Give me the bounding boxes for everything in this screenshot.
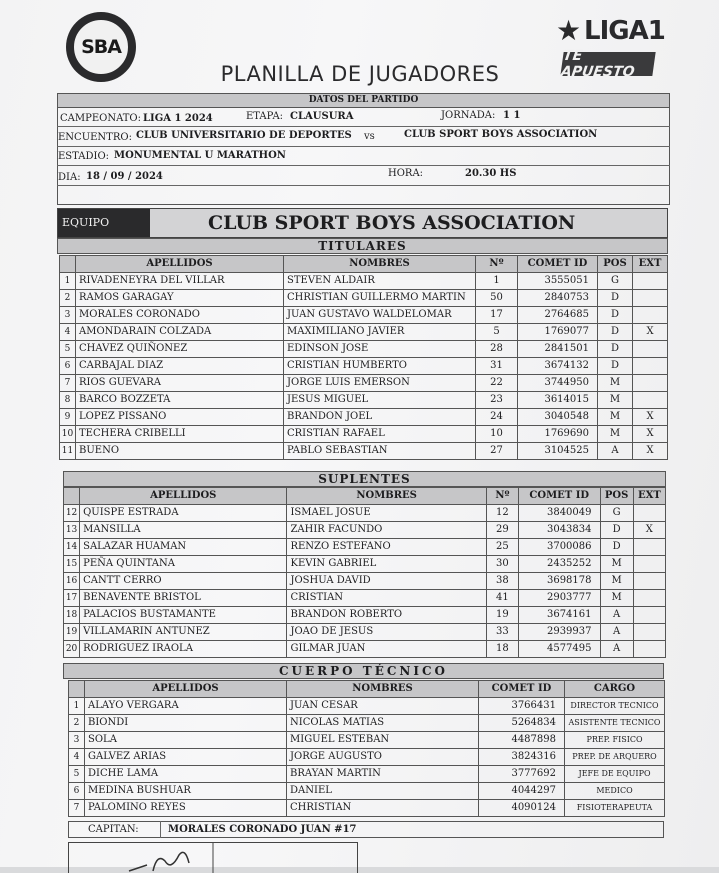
comet-id-cell: 3043834 bbox=[518, 522, 600, 539]
row-number: 12 bbox=[64, 505, 80, 522]
team-header-bar bbox=[57, 208, 668, 238]
table-row bbox=[64, 624, 666, 641]
jornada-label: JORNADA: bbox=[441, 110, 496, 121]
table-row bbox=[64, 522, 666, 539]
ext-cell bbox=[633, 341, 668, 358]
ext-cell bbox=[633, 573, 665, 590]
col-comet-id: COMET ID bbox=[518, 488, 600, 505]
cargo-cell: FISIOTERAPEUTA bbox=[565, 800, 665, 817]
apellidos-cell: GALVEZ ARIAS bbox=[85, 749, 287, 766]
pos-cell: D bbox=[600, 539, 633, 556]
apellidos-cell: TECHERA CRIBELLI bbox=[76, 426, 284, 443]
nombres-cell: ISMAEL JOSUE bbox=[287, 505, 486, 522]
campeonato-label: CAMPEONATO: bbox=[60, 113, 142, 124]
row-number: 10 bbox=[60, 426, 76, 443]
apellidos-cell: CARBAJAL DIAZ bbox=[76, 358, 284, 375]
signature-box bbox=[68, 842, 358, 873]
row-number: 7 bbox=[69, 800, 85, 817]
comet-id-cell: 2840753 bbox=[518, 290, 598, 307]
ext-cell bbox=[633, 539, 665, 556]
liga1-logo-word: LIGA1 bbox=[584, 16, 665, 46]
apellidos-cell: QUISPE ESTRADA bbox=[80, 505, 287, 522]
titulares-header: TITULARES bbox=[57, 238, 668, 254]
table-row bbox=[64, 641, 666, 658]
comet-id-cell: 4044297 bbox=[479, 783, 565, 800]
shirt-number-cell: 30 bbox=[486, 556, 518, 573]
nombres-cell: CHRISTIAN bbox=[287, 800, 479, 817]
table-row bbox=[64, 539, 666, 556]
pos-cell: M bbox=[600, 590, 633, 607]
shirt-number-cell: 27 bbox=[476, 443, 518, 460]
nombres-cell: BRANDON JOEL bbox=[284, 409, 476, 426]
match-data-box bbox=[57, 93, 670, 205]
shirt-number-cell: 19 bbox=[486, 607, 518, 624]
table-row bbox=[64, 607, 666, 624]
titulares-table bbox=[59, 255, 668, 460]
row-number: 16 bbox=[64, 573, 80, 590]
table-row bbox=[60, 375, 668, 392]
apellidos-cell: VILLAMARIN ANTUNEZ bbox=[80, 624, 287, 641]
shirt-number-cell: 29 bbox=[486, 522, 518, 539]
col-numero: Nº bbox=[486, 488, 518, 505]
ext-cell bbox=[633, 375, 668, 392]
comet-id-cell: 2435252 bbox=[518, 556, 600, 573]
apellidos-cell: BUENO bbox=[76, 443, 284, 460]
col-nombres: NOMBRES bbox=[284, 256, 476, 273]
apellidos-cell: RIVADENEYRA DEL VILLAR bbox=[76, 273, 284, 290]
ext-cell: X bbox=[633, 426, 668, 443]
apellidos-cell: BIONDI bbox=[85, 715, 287, 732]
table-row bbox=[69, 800, 665, 817]
apellidos-cell: CANTT CERRO bbox=[80, 573, 287, 590]
hora-label: HORA: bbox=[388, 168, 424, 179]
pos-cell: A bbox=[600, 624, 633, 641]
row-number: 14 bbox=[64, 539, 80, 556]
row-number: 6 bbox=[69, 783, 85, 800]
nombres-cell: JUAN GUSTAVO WALDELOMAR bbox=[284, 307, 476, 324]
suplentes-header-row bbox=[64, 488, 666, 505]
captain-row bbox=[68, 821, 664, 838]
dia-value: 18 / 09 / 2024 bbox=[86, 171, 163, 182]
nombres-cell: RENZO ESTEFANO bbox=[287, 539, 486, 556]
ext-cell: X bbox=[633, 522, 665, 539]
shirt-number-cell: 41 bbox=[486, 590, 518, 607]
row-number: 4 bbox=[60, 324, 76, 341]
shirt-number-cell: 50 bbox=[476, 290, 518, 307]
cargo-cell: MEDICO bbox=[565, 783, 665, 800]
nombres-cell: CRISTIAN bbox=[287, 590, 486, 607]
nombres-cell: JESUS MIGUEL bbox=[284, 392, 476, 409]
shirt-number-cell: 25 bbox=[486, 539, 518, 556]
vs-text: vs bbox=[364, 131, 375, 142]
table-row bbox=[60, 273, 668, 290]
nombres-cell: CRISTIAN RAFAEL bbox=[284, 426, 476, 443]
nombres-cell: PABLO SEBASTIAN bbox=[284, 443, 476, 460]
home-team: CLUB UNIVERSITARIO DE DEPORTES bbox=[136, 130, 352, 141]
team-name: CLUB SPORT BOYS ASSOCIATION bbox=[208, 212, 576, 234]
apellidos-cell: MORALES CORONADO bbox=[76, 307, 284, 324]
pos-cell: M bbox=[598, 409, 633, 426]
shirt-number-cell: 31 bbox=[476, 358, 518, 375]
col-nombres: NOMBRES bbox=[287, 488, 486, 505]
shirt-number-cell: 38 bbox=[486, 573, 518, 590]
estadio-value: MONUMENTAL U MARATHON bbox=[114, 150, 286, 161]
comet-id-cell: 3674161 bbox=[518, 607, 600, 624]
apellidos-cell: BARCO BOZZETA bbox=[76, 392, 284, 409]
table-row bbox=[60, 307, 668, 324]
apellidos-cell: DICHE LAMA bbox=[85, 766, 287, 783]
table-row bbox=[69, 698, 665, 715]
cargo-cell: PREP. DE ARQUERO bbox=[565, 749, 665, 766]
col-ext: EXT bbox=[633, 256, 668, 273]
nombres-cell: EDINSON JOSE bbox=[284, 341, 476, 358]
cargo-cell: ASISTENTE TECNICO bbox=[565, 715, 665, 732]
apellidos-cell: ALAYO VERGARA bbox=[85, 698, 287, 715]
jornada-value: 1 1 bbox=[503, 110, 521, 121]
row-number: 19 bbox=[64, 624, 80, 641]
ext-cell bbox=[633, 307, 668, 324]
col-comet-id: COMET ID bbox=[518, 256, 598, 273]
pos-cell: A bbox=[598, 443, 633, 460]
shirt-number-cell: 24 bbox=[476, 409, 518, 426]
table-row bbox=[60, 324, 668, 341]
shirt-number-cell: 10 bbox=[476, 426, 518, 443]
apellidos-cell: RIOS GUEVARA bbox=[76, 375, 284, 392]
col-comet-id: COMET ID bbox=[479, 681, 565, 698]
shirt-number-cell: 1 bbox=[476, 273, 518, 290]
row-number: 2 bbox=[69, 715, 85, 732]
pos-cell: M bbox=[598, 375, 633, 392]
shirt-number-cell: 33 bbox=[486, 624, 518, 641]
apellidos-cell: LOPEZ PISSANO bbox=[76, 409, 284, 426]
comet-id-cell: 3700086 bbox=[518, 539, 600, 556]
pos-cell: M bbox=[600, 573, 633, 590]
table-row bbox=[69, 766, 665, 783]
ext-cell: X bbox=[633, 324, 668, 341]
cuerpo-tecnico-table bbox=[68, 680, 665, 817]
etapa-value: CLAUSURA bbox=[290, 111, 354, 122]
pos-cell: A bbox=[600, 607, 633, 624]
ext-cell bbox=[633, 590, 665, 607]
pos-cell: A bbox=[600, 641, 633, 658]
team-label: EQUIPO bbox=[58, 209, 150, 237]
match-data-header: DATOS DEL PARTIDO bbox=[57, 93, 670, 108]
row-number: 4 bbox=[69, 749, 85, 766]
row-number: 11 bbox=[60, 443, 76, 460]
nombres-cell: BRANDON ROBERTO bbox=[287, 607, 486, 624]
ext-cell bbox=[633, 624, 665, 641]
sba-club-logo bbox=[66, 12, 136, 82]
apellidos-cell: CHAVEZ QUIÑONEZ bbox=[76, 341, 284, 358]
apellidos-cell: SOLA bbox=[85, 732, 287, 749]
apellidos-cell: AMONDARAIN COLZADA bbox=[76, 324, 284, 341]
row-number: 7 bbox=[60, 375, 76, 392]
table-row bbox=[60, 409, 668, 426]
row-number: 3 bbox=[60, 307, 76, 324]
comet-id-cell: 4090124 bbox=[479, 800, 565, 817]
ext-cell bbox=[633, 556, 665, 573]
table-row bbox=[69, 749, 665, 766]
comet-id-cell: 1769077 bbox=[518, 324, 598, 341]
nombres-cell: JOAO DE JESUS bbox=[287, 624, 486, 641]
shirt-number-cell: 18 bbox=[486, 641, 518, 658]
ext-cell bbox=[633, 505, 665, 522]
row-number: 20 bbox=[64, 641, 80, 658]
shirt-number-cell: 28 bbox=[476, 341, 518, 358]
table-row bbox=[60, 426, 668, 443]
nombres-cell: KEVIN GABRIEL bbox=[287, 556, 486, 573]
pos-cell: D bbox=[598, 324, 633, 341]
campeonato-value: LIGA 1 2024 bbox=[143, 113, 213, 124]
nombres-cell: MAXIMILIANO JAVIER bbox=[284, 324, 476, 341]
comet-id-cell: 3744950 bbox=[518, 375, 598, 392]
signature-scribble bbox=[69, 843, 357, 873]
cuerpo-header-row bbox=[69, 681, 665, 698]
comet-id-cell: 2841501 bbox=[518, 341, 598, 358]
row-number: 17 bbox=[64, 590, 80, 607]
ext-cell bbox=[633, 358, 668, 375]
suplentes-table bbox=[63, 487, 666, 658]
nombres-cell: JUAN CESAR bbox=[287, 698, 479, 715]
row-number: 8 bbox=[60, 392, 76, 409]
col-apellidos: APELLIDOS bbox=[85, 681, 287, 698]
apellidos-cell: PALACIOS BUSTAMANTE bbox=[80, 607, 287, 624]
table-row bbox=[64, 505, 666, 522]
nombres-cell: JORGE AUGUSTO bbox=[287, 749, 479, 766]
table-row bbox=[60, 392, 668, 409]
comet-id-cell: 3698178 bbox=[518, 573, 600, 590]
table-row bbox=[60, 443, 668, 460]
suplentes-header: SUPLENTES bbox=[63, 471, 666, 487]
comet-id-cell: 3614015 bbox=[518, 392, 598, 409]
row-number: 2 bbox=[60, 290, 76, 307]
comet-id-cell: 3777692 bbox=[479, 766, 565, 783]
shirt-number-cell: 22 bbox=[476, 375, 518, 392]
table-row bbox=[69, 783, 665, 800]
te-apuesto-banner: TE APUESTO bbox=[560, 52, 655, 76]
comet-id-cell: 3555051 bbox=[518, 273, 598, 290]
table-row bbox=[60, 290, 668, 307]
estadio-label: ESTADIO: bbox=[58, 151, 110, 162]
pos-cell: D bbox=[598, 358, 633, 375]
row-number: 3 bbox=[69, 732, 85, 749]
row-number: 6 bbox=[60, 358, 76, 375]
table-row bbox=[60, 341, 668, 358]
apellidos-cell: MANSILLA bbox=[80, 522, 287, 539]
corner-cell bbox=[69, 681, 85, 698]
row-number: 15 bbox=[64, 556, 80, 573]
page-title: PLANILLA DE JUGADORES bbox=[220, 62, 500, 86]
nombres-cell: NICOLAS MATIAS bbox=[287, 715, 479, 732]
cargo-cell: JEFE DE EQUIPO bbox=[565, 766, 665, 783]
table-row bbox=[64, 573, 666, 590]
pos-cell: D bbox=[598, 307, 633, 324]
star-icon: ★ bbox=[556, 14, 582, 47]
cargo-cell: PREP. FISICO bbox=[565, 732, 665, 749]
nombres-cell: STEVEN ALDAIR bbox=[284, 273, 476, 290]
corner-cell bbox=[64, 488, 80, 505]
shirt-number-cell: 5 bbox=[476, 324, 518, 341]
comet-id-cell: 3104525 bbox=[518, 443, 598, 460]
col-numero: Nº bbox=[476, 256, 518, 273]
apellidos-cell: PEÑA QUINTANA bbox=[80, 556, 287, 573]
nombres-cell: CRISTIAN HUMBERTO bbox=[284, 358, 476, 375]
cargo-cell: DIRECTOR TECNICO bbox=[565, 698, 665, 715]
table-row bbox=[69, 715, 665, 732]
pos-cell: M bbox=[600, 556, 633, 573]
nombres-cell: GILMAR JUAN bbox=[287, 641, 486, 658]
captain-label: CAPITAN: bbox=[88, 824, 139, 835]
nombres-cell: BRAYAN MARTIN bbox=[287, 766, 479, 783]
comet-id-cell: 1769690 bbox=[518, 426, 598, 443]
comet-id-cell: 3840049 bbox=[518, 505, 600, 522]
ext-cell bbox=[633, 290, 668, 307]
table-row bbox=[64, 590, 666, 607]
pos-cell: D bbox=[600, 522, 633, 539]
table-row bbox=[69, 732, 665, 749]
etapa-label: ETAPA: bbox=[246, 111, 284, 122]
table-row bbox=[60, 358, 668, 375]
comet-id-cell: 4487898 bbox=[479, 732, 565, 749]
pos-cell: M bbox=[598, 392, 633, 409]
comet-id-cell: 4577495 bbox=[518, 641, 600, 658]
row-number: 1 bbox=[69, 698, 85, 715]
comet-id-cell: 2903777 bbox=[518, 590, 600, 607]
apellidos-cell: RAMOS GARAGAY bbox=[76, 290, 284, 307]
pos-cell: M bbox=[598, 426, 633, 443]
ext-cell bbox=[633, 392, 668, 409]
comet-id-cell: 3824316 bbox=[479, 749, 565, 766]
sba-logo-text: SBA bbox=[72, 18, 130, 76]
hora-value: 20.30 HS bbox=[465, 168, 517, 179]
nombres-cell: CHRISTIAN GUILLERMO MARTIN bbox=[284, 290, 476, 307]
dia-label: DIA: bbox=[58, 172, 81, 183]
col-nombres: NOMBRES bbox=[287, 681, 479, 698]
apellidos-cell: PALOMINO REYES bbox=[85, 800, 287, 817]
nombres-cell: DANIEL bbox=[287, 783, 479, 800]
row-number: 9 bbox=[60, 409, 76, 426]
pos-cell: G bbox=[600, 505, 633, 522]
shirt-number-cell: 23 bbox=[476, 392, 518, 409]
comet-id-cell: 2939937 bbox=[518, 624, 600, 641]
ext-cell bbox=[633, 641, 665, 658]
col-pos: POS bbox=[598, 256, 633, 273]
encuentro-label: ENCUENTRO: bbox=[58, 132, 132, 143]
titulares-header-row bbox=[60, 256, 668, 273]
col-pos: POS bbox=[600, 488, 633, 505]
cuerpo-tecnico-header: CUERPO TÉCNICO bbox=[63, 663, 664, 679]
ext-cell bbox=[633, 273, 668, 290]
pos-cell: D bbox=[598, 290, 633, 307]
ext-cell: X bbox=[633, 409, 668, 426]
apellidos-cell: MEDINA BUSHUAR bbox=[85, 783, 287, 800]
comet-id-cell: 2764685 bbox=[518, 307, 598, 324]
away-team: CLUB SPORT BOYS ASSOCIATION bbox=[404, 129, 598, 140]
apellidos-cell: SALAZAR HUAMAN bbox=[80, 539, 287, 556]
table-row bbox=[64, 556, 666, 573]
comet-id-cell: 3674132 bbox=[518, 358, 598, 375]
pos-cell: G bbox=[598, 273, 633, 290]
col-apellidos: APELLIDOS bbox=[76, 256, 284, 273]
nombres-cell: ZAHIR FACUNDO bbox=[287, 522, 486, 539]
row-number: 1 bbox=[60, 273, 76, 290]
nombres-cell: JOSHUA DAVID bbox=[287, 573, 486, 590]
row-number: 18 bbox=[64, 607, 80, 624]
col-apellidos: APELLIDOS bbox=[80, 488, 287, 505]
comet-id-cell: 5264834 bbox=[479, 715, 565, 732]
apellidos-cell: BENAVENTE BRISTOL bbox=[80, 590, 287, 607]
nombres-cell: MIGUEL ESTEBAN bbox=[287, 732, 479, 749]
row-number: 13 bbox=[64, 522, 80, 539]
nombres-cell: JORGE LUIS EMERSON bbox=[284, 375, 476, 392]
shirt-number-cell: 12 bbox=[486, 505, 518, 522]
apellidos-cell: RODRIGUEZ IRAOLA bbox=[80, 641, 287, 658]
liga1-logo bbox=[556, 14, 665, 80]
pos-cell: D bbox=[598, 341, 633, 358]
captain-value: MORALES CORONADO JUAN #17 bbox=[168, 824, 357, 835]
row-number: 5 bbox=[60, 341, 76, 358]
comet-id-cell: 3040548 bbox=[518, 409, 598, 426]
ext-cell: X bbox=[633, 443, 668, 460]
comet-id-cell: 3766431 bbox=[479, 698, 565, 715]
ext-cell bbox=[633, 607, 665, 624]
corner-cell bbox=[60, 256, 76, 273]
row-number: 5 bbox=[69, 766, 85, 783]
col-cargo: CARGO bbox=[565, 681, 665, 698]
col-ext: EXT bbox=[633, 488, 665, 505]
shirt-number-cell: 17 bbox=[476, 307, 518, 324]
